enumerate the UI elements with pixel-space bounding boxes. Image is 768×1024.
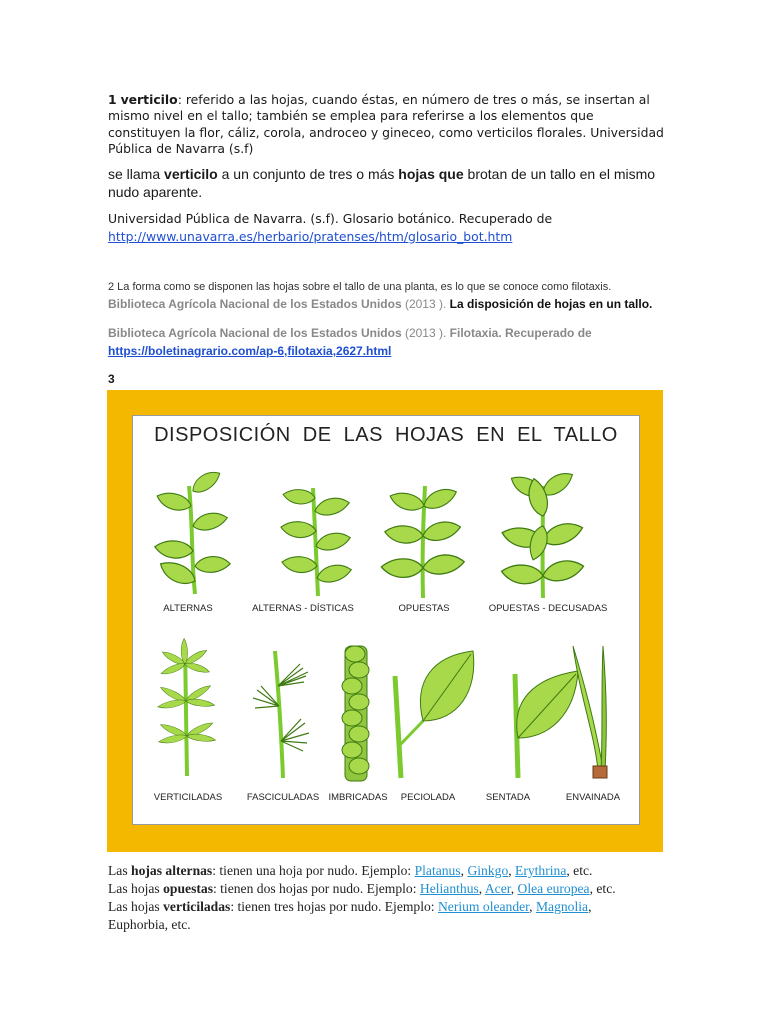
caption-envainada: ENVAINADA (565, 792, 621, 803)
caption-peciolada: PECIOLADA (400, 792, 456, 803)
definition-pre: se llama (108, 166, 165, 182)
reference-2-author: Biblioteca Agrícola Nacional de los Estados Unidos (108, 297, 402, 311)
caption-opuestas: OPUESTAS (398, 603, 450, 614)
caption-opuestas-decusadas: OPUESTAS - DECUSADAS (488, 603, 608, 614)
line3-post: , (588, 899, 592, 914)
sentada-illustration (515, 671, 578, 778)
line-euphorbia: Euphorbia, etc. (108, 917, 191, 932)
link-platanus[interactable]: Platanus (414, 863, 461, 878)
figure-panel (132, 415, 640, 825)
reference-1-text: Universidad Pública de Navarra. (s.f). Glosario botánico. Recuperado de (108, 211, 553, 226)
link-magnolia[interactable]: Magnolia (535, 899, 589, 914)
verticiladas-illustration (157, 638, 216, 776)
definition (108, 165, 668, 201)
reference-3-title: Filotaxia. Recuperado de (446, 326, 592, 340)
alternas-illustration (153, 468, 230, 594)
line3-pre: Las hojas (108, 899, 164, 914)
line1-post: , etc. (566, 863, 593, 878)
footnote-1-text: : referido a las hojas, cuando éstas, en número de tres o más, se insertan al mismo nivel en el tallo; también se emplea para referirse a los elementos que constituyen la flor, cáliz, corola, androceo y gineceo, como verticilos florales. Universidad Pública de Navarra (s.f) (108, 92, 664, 156)
caption-alternas-disticas: ALTERNAS - DÍSTICAS (252, 603, 354, 614)
link-acer[interactable]: Acer (484, 881, 511, 896)
line-opuestas: Las hojas opuestas: tienen dos hojas por nudo. Ejemplo: Helianthus, Acer, Olea europea, etc. (108, 881, 616, 896)
leaf-illustrations (133, 416, 639, 824)
definition-term2: hojas que (398, 166, 464, 182)
line1-term: hojas alternas (131, 863, 213, 878)
reference-2-title: La disposición de hojas en un tallo. (449, 297, 653, 311)
imbricadas-illustration (342, 646, 369, 781)
reference-3-author: Biblioteca Agrícola Nacional de los Estados Unidos (108, 326, 402, 340)
reference-3-year: (2013 ). (401, 326, 447, 340)
link-nerium-oleander[interactable]: Nerium oleander (437, 899, 530, 914)
definition-mid: a un conjunto de tres o más (217, 166, 399, 182)
alternas-disticas-illustration (280, 487, 353, 596)
envainada-illustration (573, 646, 607, 778)
peciolada-illustration (395, 651, 474, 778)
definition-term: verticilo (164, 166, 218, 182)
line2-post: , etc. (589, 881, 616, 896)
footnote-1 (108, 92, 668, 157)
line2-term: opuestas (163, 881, 213, 896)
opuestas-illustration (381, 485, 466, 598)
opuestas-decusadas-illustration (500, 468, 585, 598)
footnote-2: 2 La forma como se disponen las hojas sobre el tallo de una planta, es lo que se conoce como filotaxis. (108, 281, 612, 293)
definition-post: brotan de un tallo en el mismo nudo aparente. (108, 166, 656, 200)
leaf-types-text (108, 862, 668, 934)
footnote-3-number: 3 (108, 372, 115, 386)
link-ginkgo[interactable]: Ginkgo (467, 863, 509, 878)
leaf-arrangement-figure (107, 390, 663, 852)
reference-3 (108, 324, 688, 360)
line1-text: : tienen una hoja por nudo. Ejemplo: (212, 863, 415, 878)
caption-sentada: SENTADA (485, 792, 531, 803)
line3-text: : tienen tres hojas por nudo. Ejemplo: (230, 899, 438, 914)
caption-fasciculadas: FASCICULADAS (246, 792, 320, 803)
link-olea-europea[interactable]: Olea europea (517, 881, 590, 896)
reference-3-link[interactable]: https://boletinagrario.com/ap-6,filotaxia,2627.html (108, 344, 392, 358)
footnote-1-number: 1 (108, 92, 117, 107)
line-verticiladas: Las hojas verticiladas: tienen tres hojas por nudo. Ejemplo: Nerium oleander, Magnolia, (108, 899, 592, 914)
footnote-1-term: verticilo (120, 92, 178, 107)
fasciculadas-illustration (253, 651, 309, 778)
line-alternas: Las hojas alternas: tienen una hoja por nudo. Ejemplo: Platanus, Ginkgo, Erythrina, etc. (108, 863, 593, 878)
reference-2-year: (2013 ). (401, 297, 447, 311)
line2-text: : tienen dos hojas por nudo. Ejemplo: (212, 881, 420, 896)
caption-imbricadas: IMBRICADAS (328, 792, 388, 803)
reference-1 (108, 210, 668, 246)
line1-pre: Las (108, 863, 132, 878)
caption-alternas: ALTERNAS (163, 603, 213, 614)
line2-pre: Las hojas (108, 881, 164, 896)
reference-1-link[interactable]: http://www.unavarra.es/herbario/pratenses/htm/glosario_bot.htm (108, 229, 513, 244)
caption-verticiladas: VERTICILADAS (153, 792, 223, 803)
link-erythrina[interactable]: Erythrina (515, 863, 567, 878)
figure-title: DISPOSICIÓN DE LAS HOJAS EN EL TALLO (154, 424, 618, 446)
reference-2 (108, 296, 688, 312)
link-helianthus[interactable]: Helianthus (419, 881, 479, 896)
line3-term: verticiladas (163, 899, 231, 914)
